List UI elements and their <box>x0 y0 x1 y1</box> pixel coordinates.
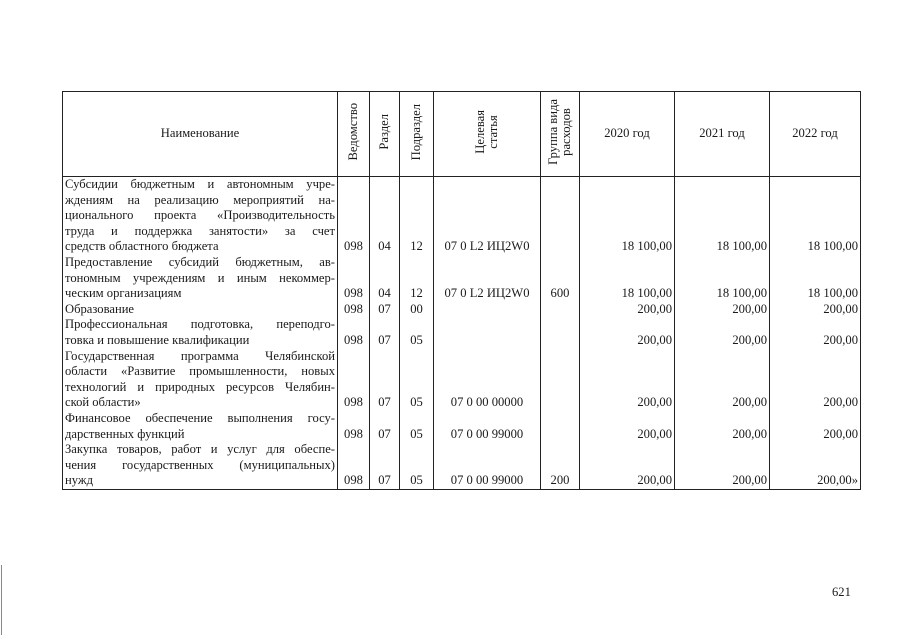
row-vedomstvo: 098 <box>338 177 370 255</box>
row-gruppa-vida <box>541 411 580 442</box>
row-vedomstvo: 098 <box>338 442 370 489</box>
row-celevaya-statya <box>434 317 541 348</box>
row-2021: 18 100,00 <box>675 177 770 255</box>
row-name-line: ской области» <box>65 395 141 410</box>
row-2020: 200,00 <box>580 411 675 442</box>
row-2022: 18 100,00 <box>770 255 861 302</box>
row-celevaya-statya: 07 0 L2 ИЦ2W0 <box>434 255 541 302</box>
row-vedomstvo: 098 <box>338 411 370 442</box>
row-name <box>63 302 338 318</box>
row-gruppa-vida <box>541 317 580 348</box>
row-2020: 18 100,00 <box>580 255 675 302</box>
row-razdel: 04 <box>370 255 400 302</box>
row-name-line: ждениям на реализацию мероприятий на- <box>65 192 335 207</box>
row-2020: 200,00 <box>580 317 675 348</box>
row-2021: 200,00 <box>675 302 770 318</box>
row-name-line: Профессиональная подготовка, переподго- <box>65 317 335 332</box>
page-number: 621 <box>832 585 851 599</box>
row-name <box>63 255 338 302</box>
row-name <box>63 411 338 442</box>
header-vedomstvo: Ведомство <box>338 92 370 177</box>
row-podrazdel: 05 <box>400 411 434 442</box>
row-2021: 200,00 <box>675 349 770 411</box>
row-gruppa-vida: 200 <box>541 442 580 489</box>
header-celevaya-statya: Целевая статья <box>434 92 541 177</box>
row-name-line: Субсидии бюджетным и автономным учре- <box>65 177 335 191</box>
table-row <box>63 442 861 489</box>
header-gruppa-vida-rashodov: Группа вида расходов <box>541 92 580 177</box>
row-razdel: 07 <box>370 349 400 411</box>
row-2021: 200,00 <box>675 442 770 489</box>
row-2021: 18 100,00 <box>675 255 770 302</box>
row-2020: 18 100,00 <box>580 177 675 255</box>
row-razdel: 04 <box>370 177 400 255</box>
row-2020: 200,00 <box>580 349 675 411</box>
row-name-line: труда и поддержка занятости» за счет <box>65 223 335 238</box>
row-2021: 200,00 <box>675 317 770 348</box>
header-2021: 2021 год <box>675 92 770 177</box>
row-name-line: Государственная программа Челябинской <box>65 348 335 363</box>
table-row <box>63 177 861 255</box>
row-name-line: товка и повышение квалификации <box>65 332 250 347</box>
table-row <box>63 255 861 302</box>
row-celevaya-statya <box>434 302 541 318</box>
row-vedomstvo: 098 <box>338 302 370 318</box>
row-gruppa-vida <box>541 349 580 411</box>
budget-table <box>62 91 861 490</box>
row-name <box>63 317 338 348</box>
row-razdel: 07 <box>370 442 400 489</box>
row-name-line: нужд <box>65 473 93 488</box>
row-name-line: Финансовое обеспечение выполнения госу- <box>65 410 335 425</box>
row-name <box>63 349 338 411</box>
row-2020: 200,00 <box>580 302 675 318</box>
header-razdel: Раздел <box>370 92 400 177</box>
header-2022: 2022 год <box>770 92 861 177</box>
row-name-line: ческим организациям <box>65 286 182 301</box>
header-2020: 2020 год <box>580 92 675 177</box>
row-2022: 200,00 <box>770 302 861 318</box>
row-vedomstvo: 098 <box>338 349 370 411</box>
row-gruppa-vida <box>541 302 580 318</box>
header-row <box>63 92 861 177</box>
row-name-line: Предоставление субсидий бюджетным, ав- <box>65 254 335 269</box>
row-name-line: ционального проекта «Производительность <box>65 208 335 223</box>
row-name-line: области «Развитие промышленности, новых <box>65 364 335 379</box>
scan-edge-mark <box>1 565 2 635</box>
row-2022: 200,00 <box>770 411 861 442</box>
table-row <box>63 317 861 348</box>
row-celevaya-statya: 07 0 00 99000 <box>434 442 541 489</box>
row-name-line: тономным учреждениям и иным некоммер- <box>65 270 335 285</box>
row-podrazdel: 05 <box>400 442 434 489</box>
row-2020: 200,00 <box>580 442 675 489</box>
row-vedomstvo: 098 <box>338 255 370 302</box>
row-2022: 18 100,00 <box>770 177 861 255</box>
table-row <box>63 411 861 442</box>
table-row <box>63 349 861 411</box>
row-name-line: средств областного бюджета <box>65 239 219 254</box>
table-row <box>63 302 861 318</box>
row-podrazdel: 00 <box>400 302 434 318</box>
row-podrazdel: 05 <box>400 349 434 411</box>
row-podrazdel: 05 <box>400 317 434 348</box>
row-2022: 200,00» <box>770 442 861 489</box>
row-name <box>63 177 338 255</box>
row-razdel: 07 <box>370 411 400 442</box>
row-podrazdel: 12 <box>400 255 434 302</box>
row-razdel: 07 <box>370 317 400 348</box>
row-name-line: дарственных функций <box>65 426 185 441</box>
row-name-line: чения государственных (муниципальных) <box>65 457 335 472</box>
row-name-line: технологий и природных ресурсов Челябин- <box>65 379 335 394</box>
row-vedomstvo: 098 <box>338 317 370 348</box>
row-gruppa-vida: 600 <box>541 255 580 302</box>
row-2022: 200,00 <box>770 317 861 348</box>
row-gruppa-vida <box>541 177 580 255</box>
row-2021: 200,00 <box>675 411 770 442</box>
row-celevaya-statya: 07 0 00 00000 <box>434 349 541 411</box>
row-podrazdel: 12 <box>400 177 434 255</box>
row-name <box>63 442 338 489</box>
row-name-line: Образование <box>65 301 135 316</box>
header-name: Наименование <box>63 92 338 177</box>
row-celevaya-statya: 07 0 00 99000 <box>434 411 541 442</box>
row-celevaya-statya: 07 0 L2 ИЦ2W0 <box>434 177 541 255</box>
row-name-line: Закупка товаров, работ и услуг для обеспе- <box>65 442 335 457</box>
row-razdel: 07 <box>370 302 400 318</box>
header-podrazdel: Подраздел <box>400 92 434 177</box>
row-2022: 200,00 <box>770 349 861 411</box>
